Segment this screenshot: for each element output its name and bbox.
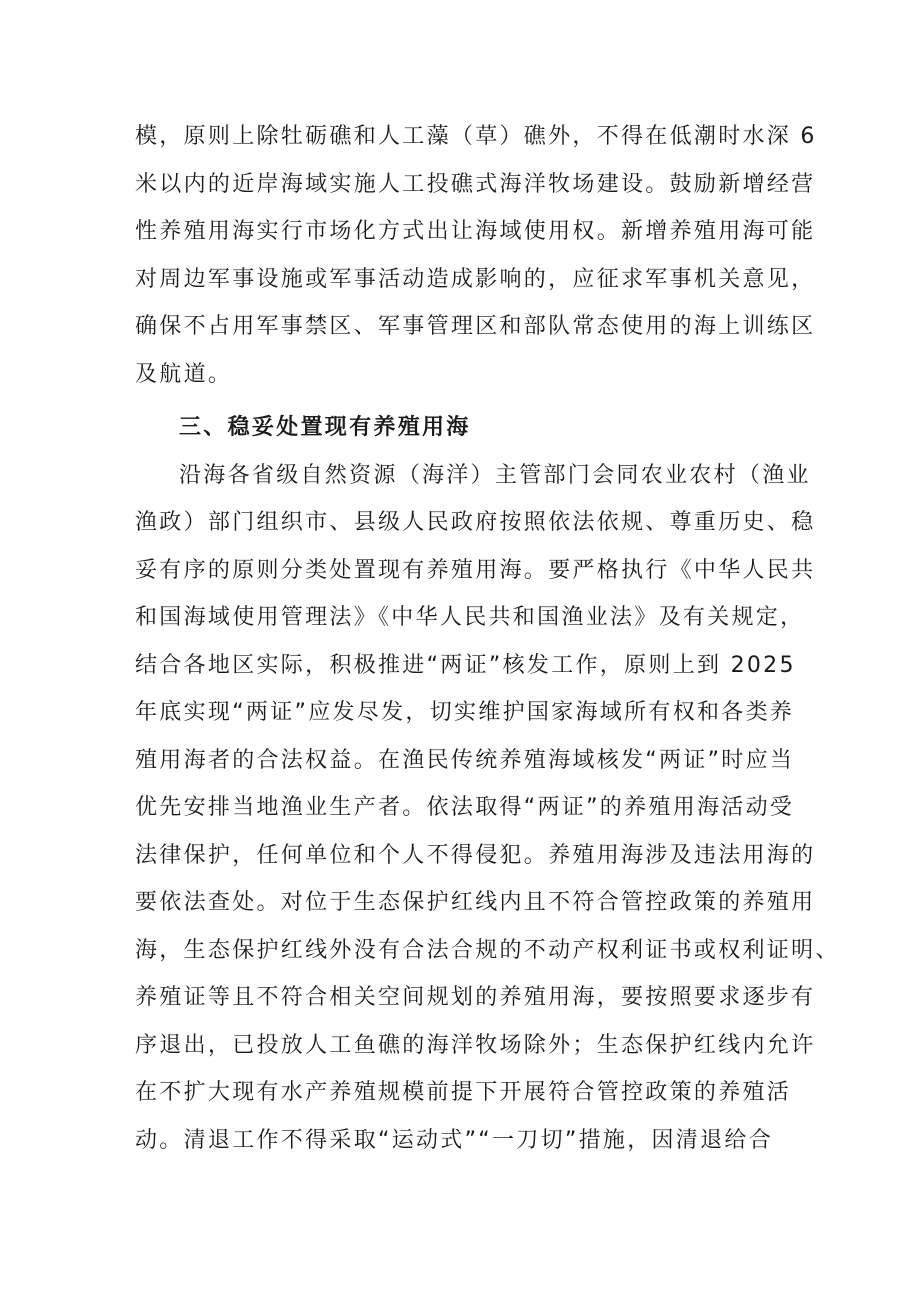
paragraph-line: 序退出，已投放人工鱼礁的海洋牧场除外；生态保护红线内允许 [135, 1032, 816, 1058]
paragraph-line: 和国海域使用管理法》《中华人民共和国渔业法》及有关规定， [135, 605, 805, 630]
continuation-paragraph [135, 113, 817, 398]
paragraph-line: 年底实现“两证”应发尽发，切实维护国家海域所有权和各类养 [135, 700, 795, 725]
paragraph-line: 确保不占用军事禁区、军事管理区和部队常态使用的海上训练区 [135, 314, 816, 339]
paragraph-line: 法律保护，任何单位和个人不得侵犯。养殖用海涉及违法用海的 [135, 842, 816, 868]
paragraph-line: 妥有序的原则分类处置现有养殖用海。要严格执行《中华人民共 [135, 557, 816, 583]
section-heading: 三、稳妥处置现有养殖用海 [179, 415, 471, 440]
paragraph-line: 殖用海者的合法权益。在渔民传统养殖海域核发“两证”时应当 [135, 747, 795, 773]
paragraph-line: 沿海各省级自然资源（海洋）主管部门会同农业农村（渔业 [179, 462, 811, 488]
paragraph-line: 动。清退工作不得采取“运动式”“一刀切”措施，因清退给合 [135, 1127, 773, 1153]
paragraph-line: 优先安排当地渔业生产者。依法取得“两证”的养殖用海活动受 [135, 795, 795, 820]
paragraph-line: 海，生态保护红线外没有合法合规的不动产权利证书或权利证明、 [135, 937, 840, 963]
paragraph-line: 米以内的近岸海域实施人工投礁式海洋牧场建设。鼓励新增经营 [135, 171, 816, 197]
paragraph-line: 性养殖用海实行市场化方式出让海域使用权。新增养殖用海可能 [135, 219, 816, 244]
paragraph-line: 养殖证等且不符合相关空间规划的养殖用海，要按照要求逐步有 [135, 985, 816, 1010]
section-three [135, 404, 840, 1164]
paragraph-line: 对周边军事设施或军事活动造成影响的，应征求军事机关意见， [135, 266, 816, 292]
paragraph-line: 在不扩大现有水产养殖规模前提下开展符合管控政策的养殖活 [135, 1080, 792, 1105]
paragraph-line: 要依法查处。对位于生态保护红线内且不符合管控政策的养殖用 [135, 890, 816, 915]
paragraph-line: 及航道。 [135, 361, 233, 387]
paragraph-line: 结合各地区实际，积极推进“两证”核发工作，原则上到 2025 [135, 652, 796, 678]
paragraph-line: 模，原则上除牡砺礁和人工藻（草）礁外，不得在低潮时水深 6 [135, 124, 817, 149]
paragraph-line: 渔政）部门组织市、县级人民政府按照依法依规、尊重历史、稳 [135, 510, 816, 535]
